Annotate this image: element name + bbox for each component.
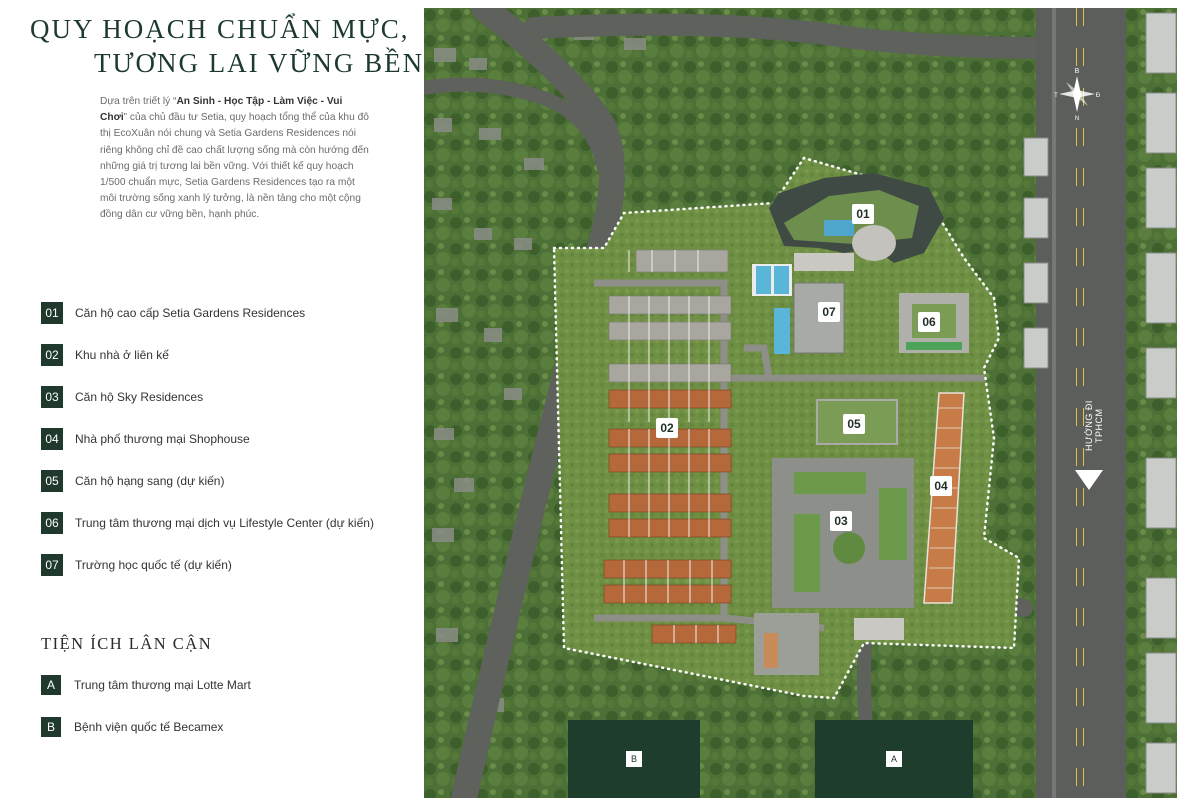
- intro-paragraph: [100, 94, 372, 224]
- compass-north: B: [1074, 68, 1080, 75]
- nearby-key: A: [41, 675, 61, 695]
- map-marker-04: 04: [930, 476, 952, 496]
- legend-item-06: [41, 512, 374, 534]
- amenity-box-label: A: [886, 751, 902, 767]
- legend-label: Trường học quốc tế (dự kiến): [75, 558, 232, 572]
- intro-philosophy: An Sinh - Học Tập - Làm Việc - Vui Chơi: [100, 96, 343, 124]
- amenity-box-a: [815, 720, 973, 798]
- legend-label: Căn hộ Sky Residences: [75, 390, 204, 404]
- legend-label: Trung tâm thương mại dịch vụ Lifestyle Center (dự kiến): [75, 516, 374, 530]
- nearby-label: Trung tâm thương mại Lotte Mart: [74, 678, 251, 692]
- legend-item-03: [41, 386, 203, 408]
- legend-item-04: [41, 428, 250, 450]
- nearby-item-b: [41, 716, 223, 738]
- map-marker-02: 02: [656, 418, 678, 438]
- legend-label: Nhà phố thương mại Shophouse: [75, 432, 250, 446]
- legend-number: 03: [41, 386, 63, 408]
- legend-item-01: [41, 302, 305, 324]
- page-title: [30, 12, 424, 80]
- legend-number: 06: [41, 512, 63, 534]
- legend-label: Căn hộ hạng sang (dự kiến): [75, 474, 225, 488]
- direction-label: HƯỚNG ĐI TPHCM: [1084, 400, 1104, 452]
- legend-number: 02: [41, 344, 63, 366]
- nearby-key: B: [41, 717, 61, 737]
- legend-item-02: [41, 344, 169, 366]
- nearby-title: TIỆN ÍCH LÂN CẬN: [41, 634, 213, 653]
- title-line-1: QUY HOẠCH CHUẨN MỰC,: [30, 14, 410, 44]
- legend-number: 07: [41, 554, 63, 576]
- legend-number: 04: [41, 428, 63, 450]
- compass-west: T: [1054, 93, 1058, 99]
- map-marker-06: 06: [918, 312, 940, 332]
- map-background: [424, 8, 1177, 798]
- nearby-item-a: [41, 674, 251, 696]
- map-marker-05: 05: [843, 414, 865, 434]
- nearby-label: Bệnh viện quốc tế Becamex: [74, 720, 224, 734]
- intro-text: ” của chủ đầu tư Setia, quy hoạch tổng thể của khu đô thị EcoXuân nói chung và Setia Gardens Residences nói riêng không chỉ đề cao chất lượng sống mà còn hướng đến những giá trị tương lai bền vững. Với thiết kế quy hoạch 1/500 chuẩn mực, Setia Gardens Residences tạo ra một môi trường sống xanh lý tưởng, là nền tảng cho một cộng đồng dân cư vững bền, hạnh phúc.: [100, 112, 369, 221]
- amenity-box-label: B: [626, 751, 642, 767]
- compass-east: Đ: [1095, 93, 1100, 99]
- legend-item-07: [41, 554, 232, 576]
- down-arrow-icon: [1071, 470, 1107, 492]
- intro-prefix: Dựa trên triết lý “: [100, 96, 177, 107]
- map-marker-03: 03: [830, 511, 852, 531]
- legend-item-05: [41, 470, 224, 492]
- map-marker-07: 07: [818, 302, 840, 322]
- amenity-box-b: [568, 720, 700, 798]
- master-plan-map: [424, 8, 1177, 798]
- compass-south: N: [1074, 116, 1080, 120]
- compass-rose: [1054, 64, 1100, 120]
- legend-label: Căn hộ cao cấp Setia Gardens Residences: [75, 306, 306, 320]
- direction-indicator: [1084, 386, 1104, 466]
- legend-number: 01: [41, 302, 63, 324]
- legend-number: 05: [41, 470, 63, 492]
- legend-label: Khu nhà ở liên kế: [75, 348, 169, 362]
- title-line-2: TƯƠNG LAI VỮNG BỀN: [94, 48, 425, 78]
- map-marker-01: 01: [852, 204, 874, 224]
- compass-icon: [1054, 64, 1100, 120]
